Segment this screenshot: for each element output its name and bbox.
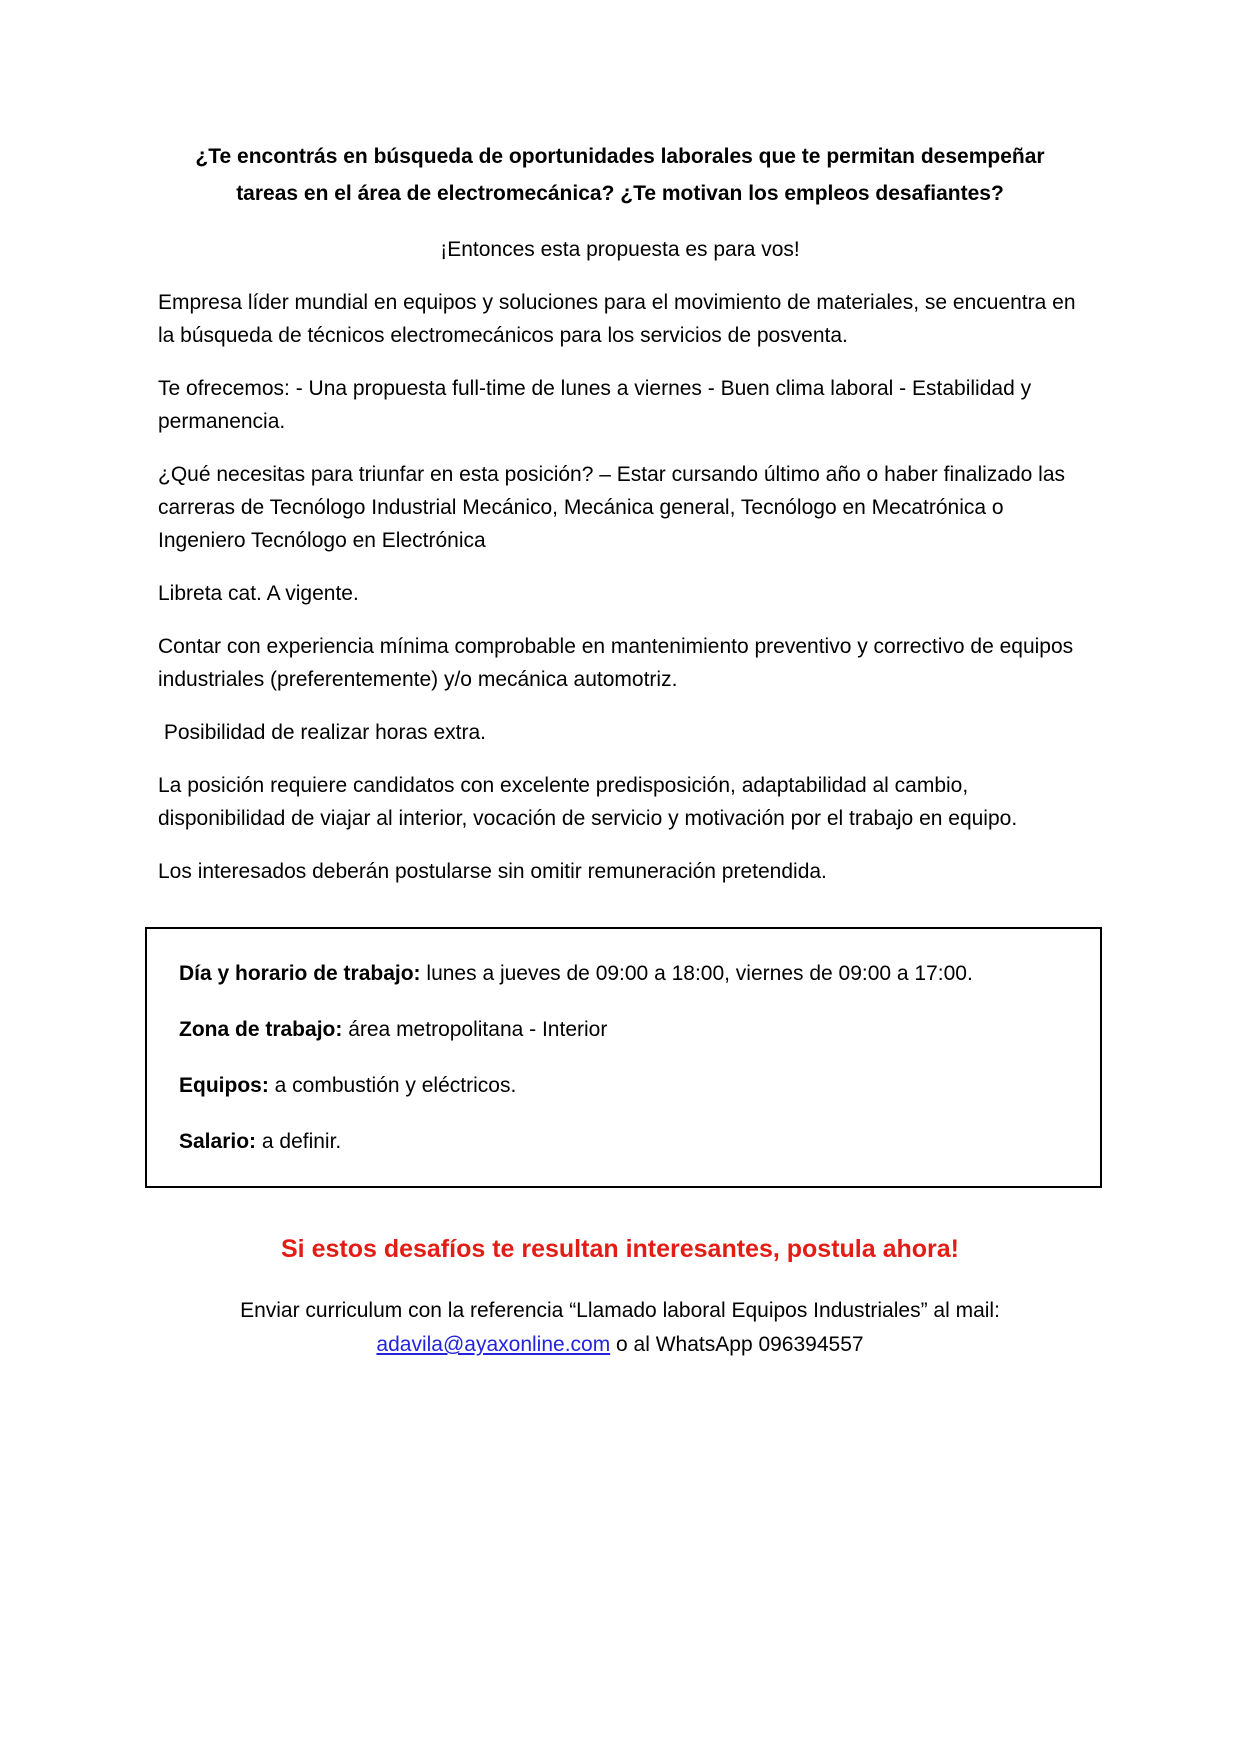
- detail-value-salary: a definir.: [261, 1130, 342, 1153]
- detail-label-equipment: Equipos:: [179, 1074, 269, 1097]
- cta-contact-line: [158, 1328, 1082, 1362]
- subtitle-hook: ¡Entonces esta propuesta es para vos!: [440, 238, 800, 261]
- paragraph-company-intro: Empresa líder mundial en equipos y soluciones para el movimiento de materiales, se encuentra en la búsqueda de técnicos electromecánicos para los servicios de posventa.: [158, 291, 1082, 347]
- paragraph-soft-skills: La posición requiere candidatos con excelente predisposición, adaptabilidad al cambio, disponibilidad de viajar al interior, vocación de servicio y motivación por el trabajo en equipo.: [158, 774, 1018, 830]
- paragraph-experience: Contar con experiencia mínima comprobable en mantenimiento preventivo y correctivo de equipos industriales (preferentemente) y/o mecánica automotriz.: [158, 635, 1079, 691]
- cta-headline: Si estos desafíos te resultan interesantes, postula ahora!: [281, 1235, 959, 1263]
- detail-label-zone: Zona de trabajo:: [179, 1018, 343, 1041]
- paragraph-requirements-education: ¿Qué necesitas para triunfar en esta posición? – Estar cursando último año o haber finalizado las carreras de Tecnólogo Industrial Mecánico, Mecánica general, Tecnólogo en Mecatrónica o Ingeniero Tecnólogo en Electrónica: [158, 463, 1071, 552]
- email-link[interactable]: adavila@ayaxonline.com: [376, 1333, 611, 1356]
- detail-row-salary: [179, 1125, 1068, 1158]
- job-details-box: [145, 927, 1102, 1188]
- title-line-1: ¿Te encontrás en búsqueda de oportunidades laborales que te permitan desempeñar: [195, 145, 1045, 168]
- paragraph-overtime: Posibilidad de realizar horas extra.: [158, 721, 487, 744]
- detail-value-zone: área metropolitana - Interior: [348, 1018, 608, 1041]
- detail-row-equipment: [179, 1069, 1068, 1102]
- cta-instruction: Enviar curriculum con la referencia “Llamado laboral Equipos Industriales” al mail:: [240, 1299, 1000, 1322]
- detail-row-schedule: [179, 957, 1068, 990]
- job-posting-title: [158, 138, 1082, 212]
- paragraph-license: Libreta cat. A vigente.: [158, 582, 359, 605]
- whatsapp-text: o al WhatsApp 096394557: [616, 1333, 864, 1356]
- detail-label-salary: Salario:: [179, 1130, 257, 1153]
- paragraph-apply-note: Los interesados deberán postularse sin omitir remuneración pretendida.: [158, 860, 827, 883]
- detail-value-schedule: lunes a jueves de 09:00 a 18:00, viernes de 09:00 a 17:00.: [426, 962, 973, 985]
- detail-label-schedule: Día y horario de trabajo:: [179, 962, 421, 985]
- cta-contact-block: [158, 1294, 1082, 1362]
- detail-value-equipment: a combustión y eléctricos.: [274, 1074, 517, 1097]
- paragraph-offer: Te ofrecemos: - Una propuesta full-time de lunes a viernes - Buen clima laboral - Estabilidad y permanencia.: [158, 377, 1037, 433]
- title-line-2: tareas en el área de electromecánica? ¿Te motivan los empleos desafiantes?: [236, 182, 1004, 205]
- detail-row-zone: [179, 1013, 1068, 1046]
